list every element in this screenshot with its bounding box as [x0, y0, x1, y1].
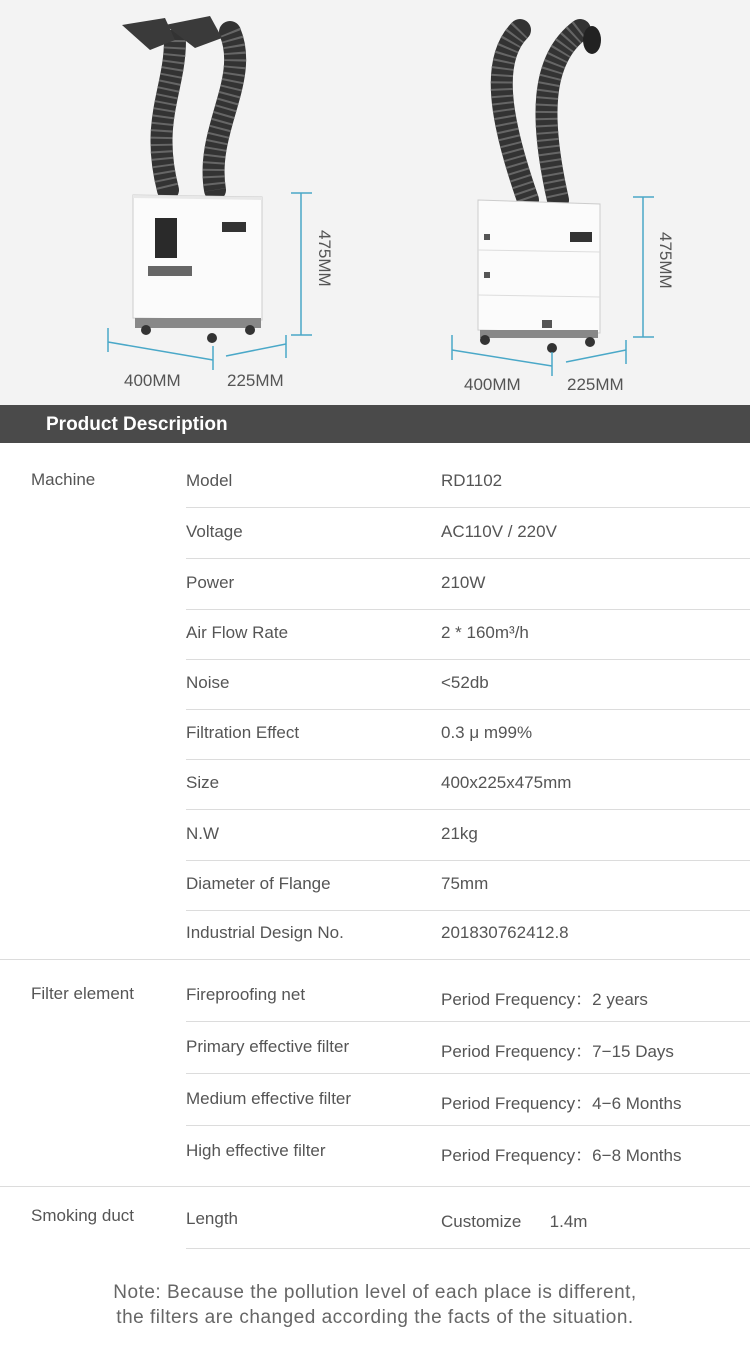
- product-image-area: [0, 0, 750, 405]
- spec-row: [186, 1023, 750, 1074]
- right-height-label: 475MM: [656, 232, 675, 289]
- spec-row: [186, 457, 750, 508]
- spec-row: [186, 659, 750, 710]
- spec-key: Size: [186, 773, 220, 792]
- section-banner: [0, 405, 750, 443]
- spec-row: [186, 1127, 750, 1177]
- spec-key: Diameter of Flange: [186, 874, 331, 893]
- spec-key: N.W: [186, 824, 220, 843]
- spec-value: 21kg: [441, 824, 478, 843]
- footer-note: [0, 1280, 750, 1330]
- spec-row: [186, 609, 750, 660]
- spec-value: 0.3 μ m99%: [441, 723, 533, 742]
- product-illustration: [0, 0, 750, 405]
- note-line-2: the filters are changed according the facts of the situation.: [116, 1307, 634, 1328]
- section-title: Product Description: [46, 414, 228, 435]
- spec-row: [186, 860, 750, 911]
- group-label-filter-element: Filter element: [31, 984, 134, 1003]
- spec-value: 75mm: [441, 874, 489, 893]
- note-line-1: Note: Because the pollution level of each place is different,: [113, 1282, 637, 1303]
- spec-key: Industrial Design No.: [186, 923, 344, 942]
- spec-value: RD1102: [441, 471, 503, 490]
- spec-key: Medium effective filter: [186, 1089, 352, 1108]
- left-width-label: 400MM: [124, 371, 181, 390]
- right-width-label: 400MM: [464, 375, 521, 394]
- right-depth-label: 225MM: [567, 375, 624, 394]
- spec-row: [186, 971, 750, 1022]
- group-divider: [0, 1186, 750, 1187]
- spec-key: Fireproofing net: [186, 985, 306, 1004]
- spec-key: Primary effective filter: [186, 1037, 350, 1056]
- spec-key: Noise: [186, 673, 230, 692]
- group-label-machine: Machine: [31, 470, 96, 489]
- right-fume-extractor-image: [452, 26, 654, 376]
- spec-row: [186, 1195, 750, 1249]
- spec-value: AC110V / 220V: [441, 522, 557, 541]
- spec-row: [186, 559, 750, 610]
- spec-key: Length: [186, 1209, 238, 1228]
- spec-row: [186, 810, 750, 861]
- spec-row: [186, 1075, 750, 1126]
- spec-row: [186, 759, 750, 810]
- group-divider: [0, 959, 750, 960]
- spec-key: Voltage: [186, 522, 243, 541]
- group-label-smoking-duct: Smoking duct: [31, 1206, 134, 1225]
- spec-key: Power: [186, 573, 235, 592]
- spec-value: <52db: [441, 673, 489, 692]
- spec-key: High effective filter: [186, 1141, 326, 1160]
- left-depth-label: 225MM: [227, 371, 284, 390]
- spec-key: Air Flow Rate: [186, 623, 289, 642]
- spec-value: Customize 1.4m: [441, 1212, 588, 1231]
- left-fume-extractor-image: [108, 16, 312, 370]
- spec-value: Period Frequency：6−8 Months: [441, 1146, 682, 1165]
- left-height-label: 475MM: [315, 230, 334, 287]
- spec-row: [186, 508, 750, 559]
- spec-value: 2 * 160m³/h: [441, 623, 529, 642]
- spec-key: Model: [186, 471, 233, 490]
- spec-value: Period Frequency：2 years: [441, 990, 648, 1009]
- spec-value: 210W: [441, 573, 486, 592]
- spec-value: Period Frequency：7−15 Days: [441, 1042, 674, 1061]
- spec-row: [186, 909, 750, 959]
- spec-key: Filtration Effect: [186, 723, 300, 742]
- spec-value: 201830762412.8: [441, 923, 569, 942]
- spec-row: [186, 709, 750, 760]
- spec-value: 400x225x475mm: [441, 773, 572, 792]
- spec-value: Period Frequency：4−6 Months: [441, 1094, 682, 1113]
